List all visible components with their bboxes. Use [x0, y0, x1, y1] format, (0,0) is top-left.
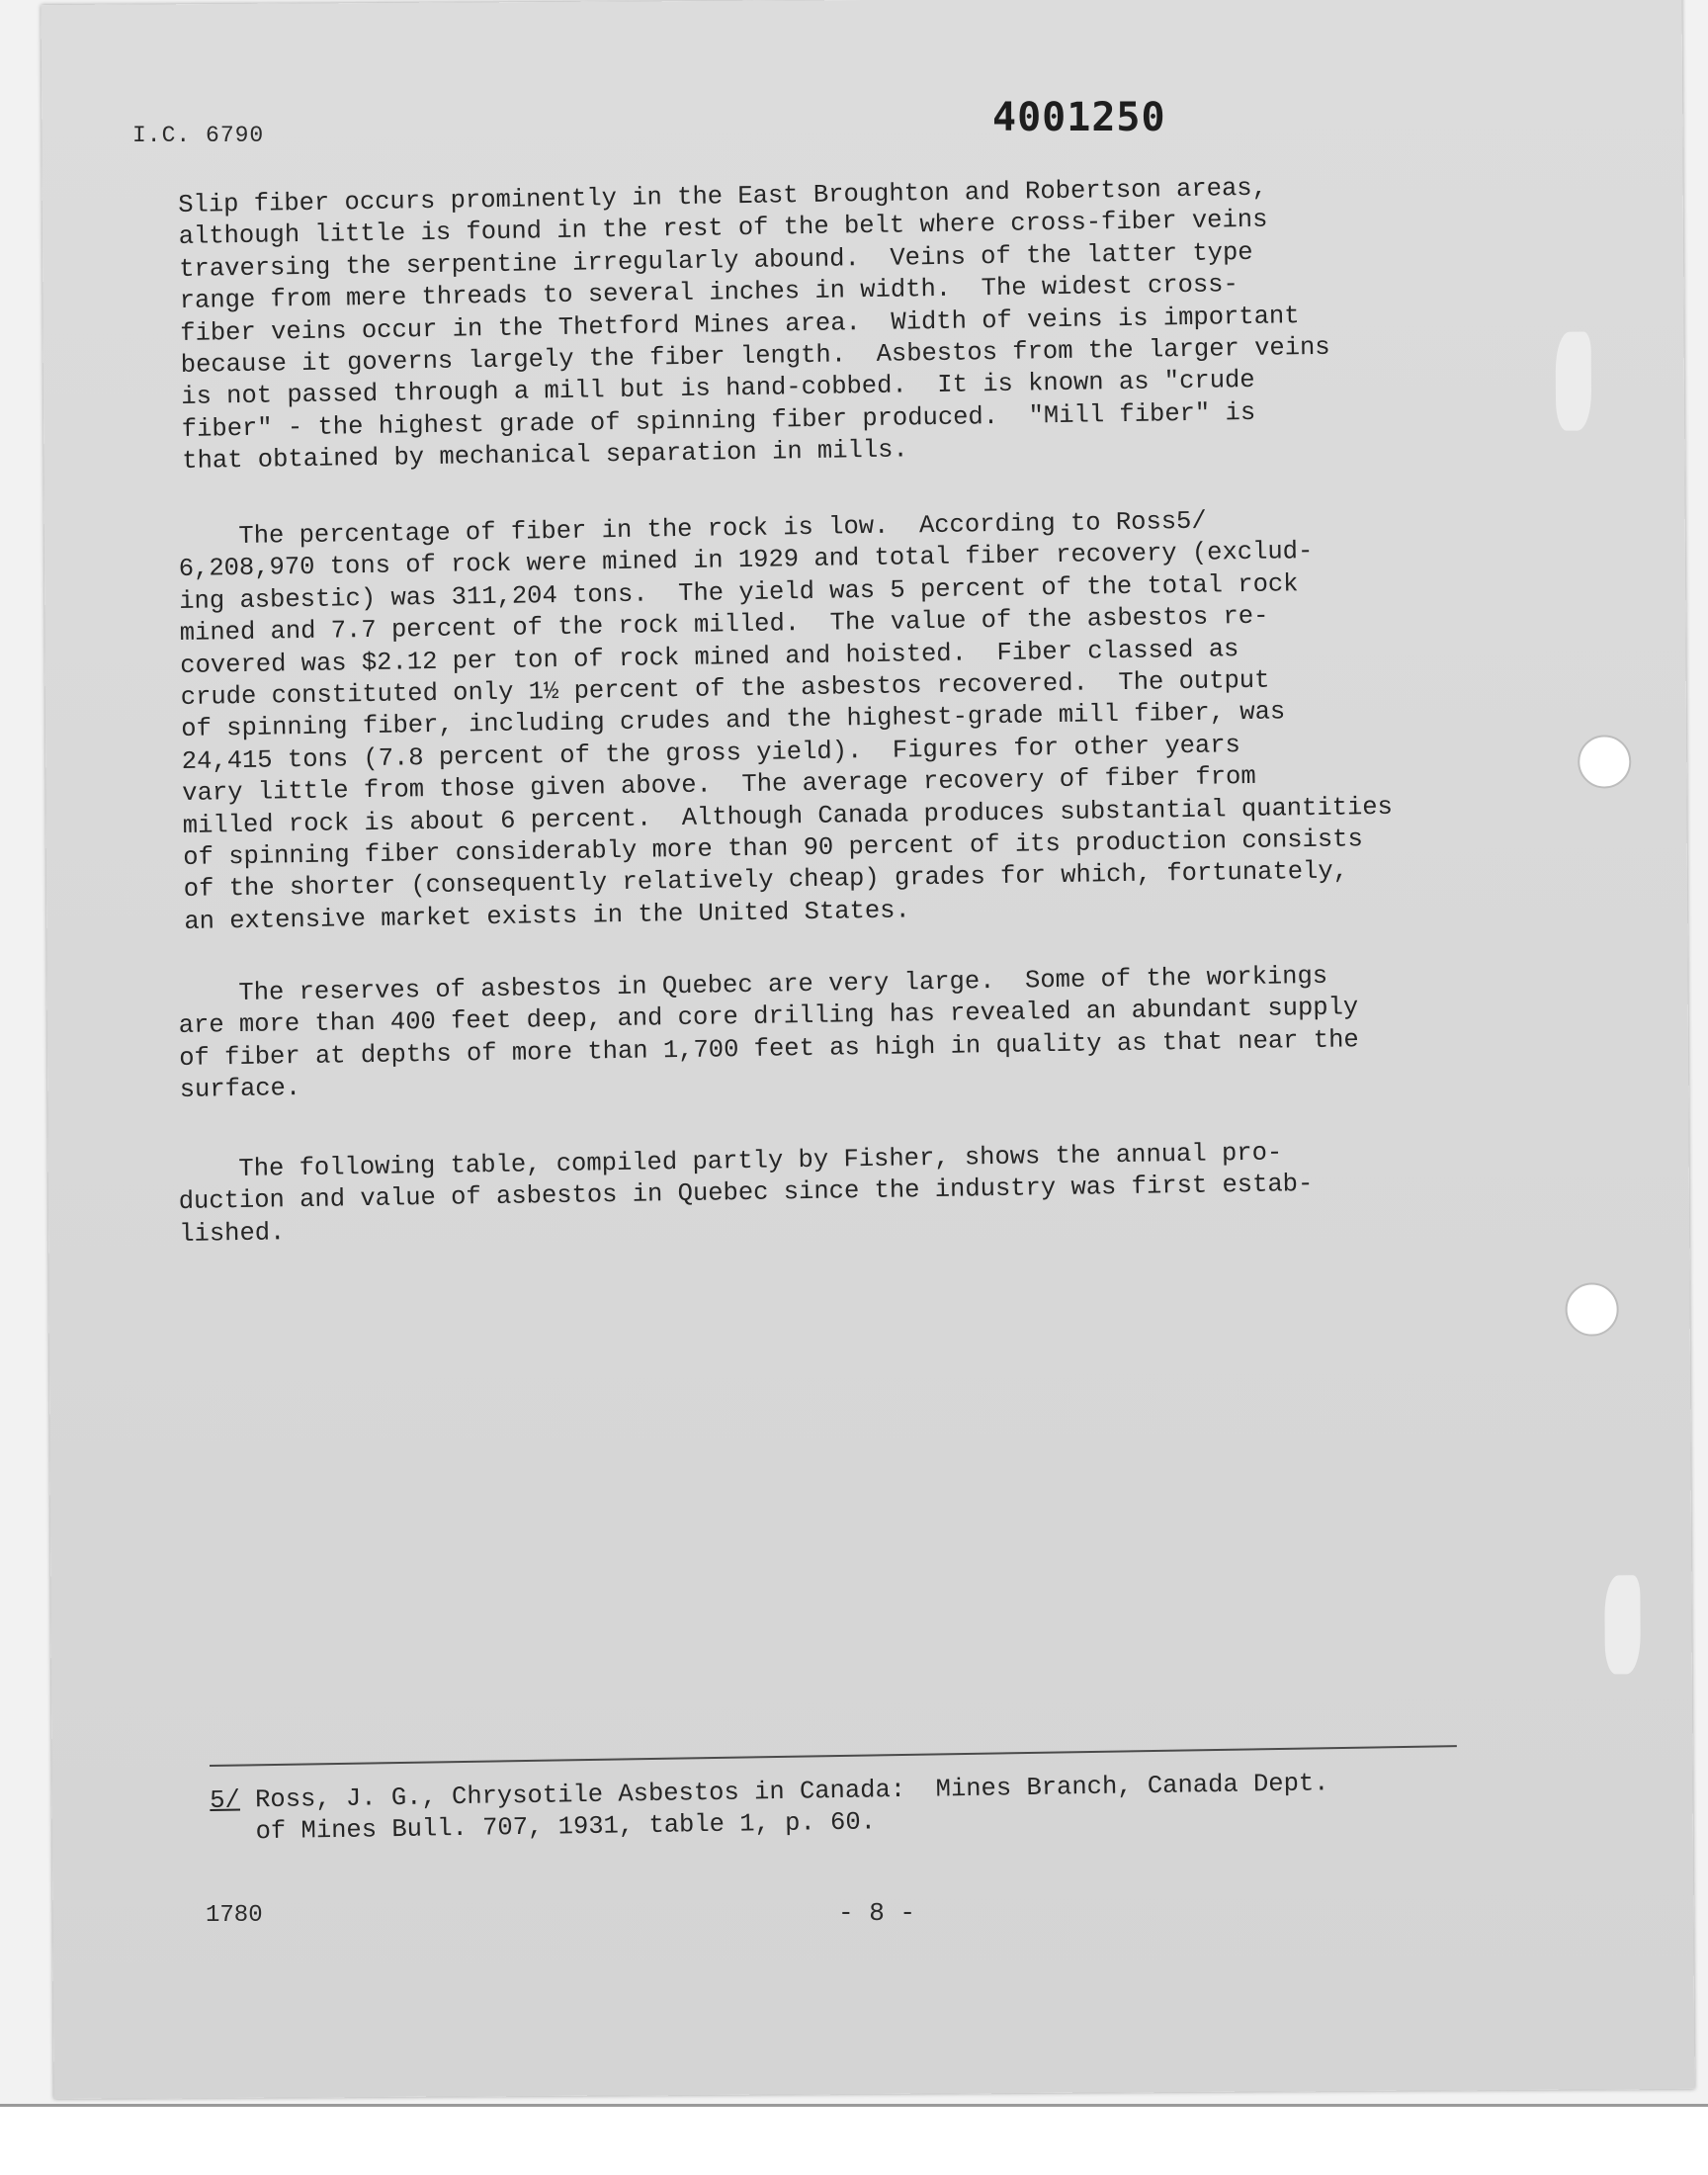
paragraph-fiber-percentage: The percentage of fiber in the rock is low. According to Ross5/ 6,208,970 tons of rock were mined in 1929 and total fiber recovery (exclud- ing asbestic) was 311,204 tons. The yield was 5 percent of the total rock mined and 7.7 percent of the rock milled. The value of the asbestos re- covered was $2.12 per ton of rock mined and hoisted. Fiber classed as crude constituted only 1½ percent of the asbestos recovered. The output of spinning fiber, including crudes and the highest-grade mill fiber, was 24,415 tons (7.8 percent of the gross yield). Figures for other years vary little from those given above. The average recovery of fiber from milled rock is about 6 percent. Although Canada produces substantial quantities of spinning fiber considerably more than 90 percent of its production consists of the shorter (consequently relatively cheap) grades for which, fortunately, an extensive market exists in the United States.	[178, 506, 1394, 936]
paragraph-table-intro: The following table, compiled partly by Fisher, shows the annual pro- duction and value of asbestos in Quebec since the industry was first estab- lished.	[178, 1138, 1314, 1249]
punch-hole-top	[1578, 735, 1631, 788]
footnote-marker: 5/	[210, 1785, 241, 1815]
paragraph-reserves: The reserves of asbestos in Quebec are very large. Some of the workings are more than 400 feet deep, and core drilling has revealed an abundant supply of fiber at depths of more than 1,700 feet as high in quality as that near the surface.	[178, 961, 1359, 1105]
report-id: I.C. 6790	[132, 123, 265, 148]
punch-hole-bottom	[1565, 1282, 1618, 1336]
page-number: - 8 -	[838, 1898, 916, 1928]
paragraph-slip-fiber: Slip fiber occurs prominently in the East Broughton and Robertson areas, although little is found in the rest of the belt where cross-fiber veins traversing the serpentine irregularly abound. Veins of the latter type range from mere threads to several inches in width. The widest cross- fiber veins occur in the Thetford Mines area. Width of veins is important because it governs largely the fiber length. Asbestos from the larger veins is not passed through a mill but is hand-cobbed. It is known as "crude fiber" - the highest grade of spinning fiber produced. "Mill fiber" is that obtained by mechanical separation in mills.	[178, 173, 1330, 477]
footnote-text: Ross, J. G., Chrysotile Asbestos in Canada: Mines Branch, Canada Dept. of Mines Bull. 707, 1931, table 1, p. 60.	[210, 1769, 1329, 1848]
scan-edge	[0, 2104, 1708, 2107]
page-tear-top	[1556, 332, 1592, 431]
stamp-number: 4001250	[992, 95, 1166, 140]
document-number: 1780	[206, 1902, 263, 1929]
page-tear-bottom	[1604, 1575, 1641, 1674]
